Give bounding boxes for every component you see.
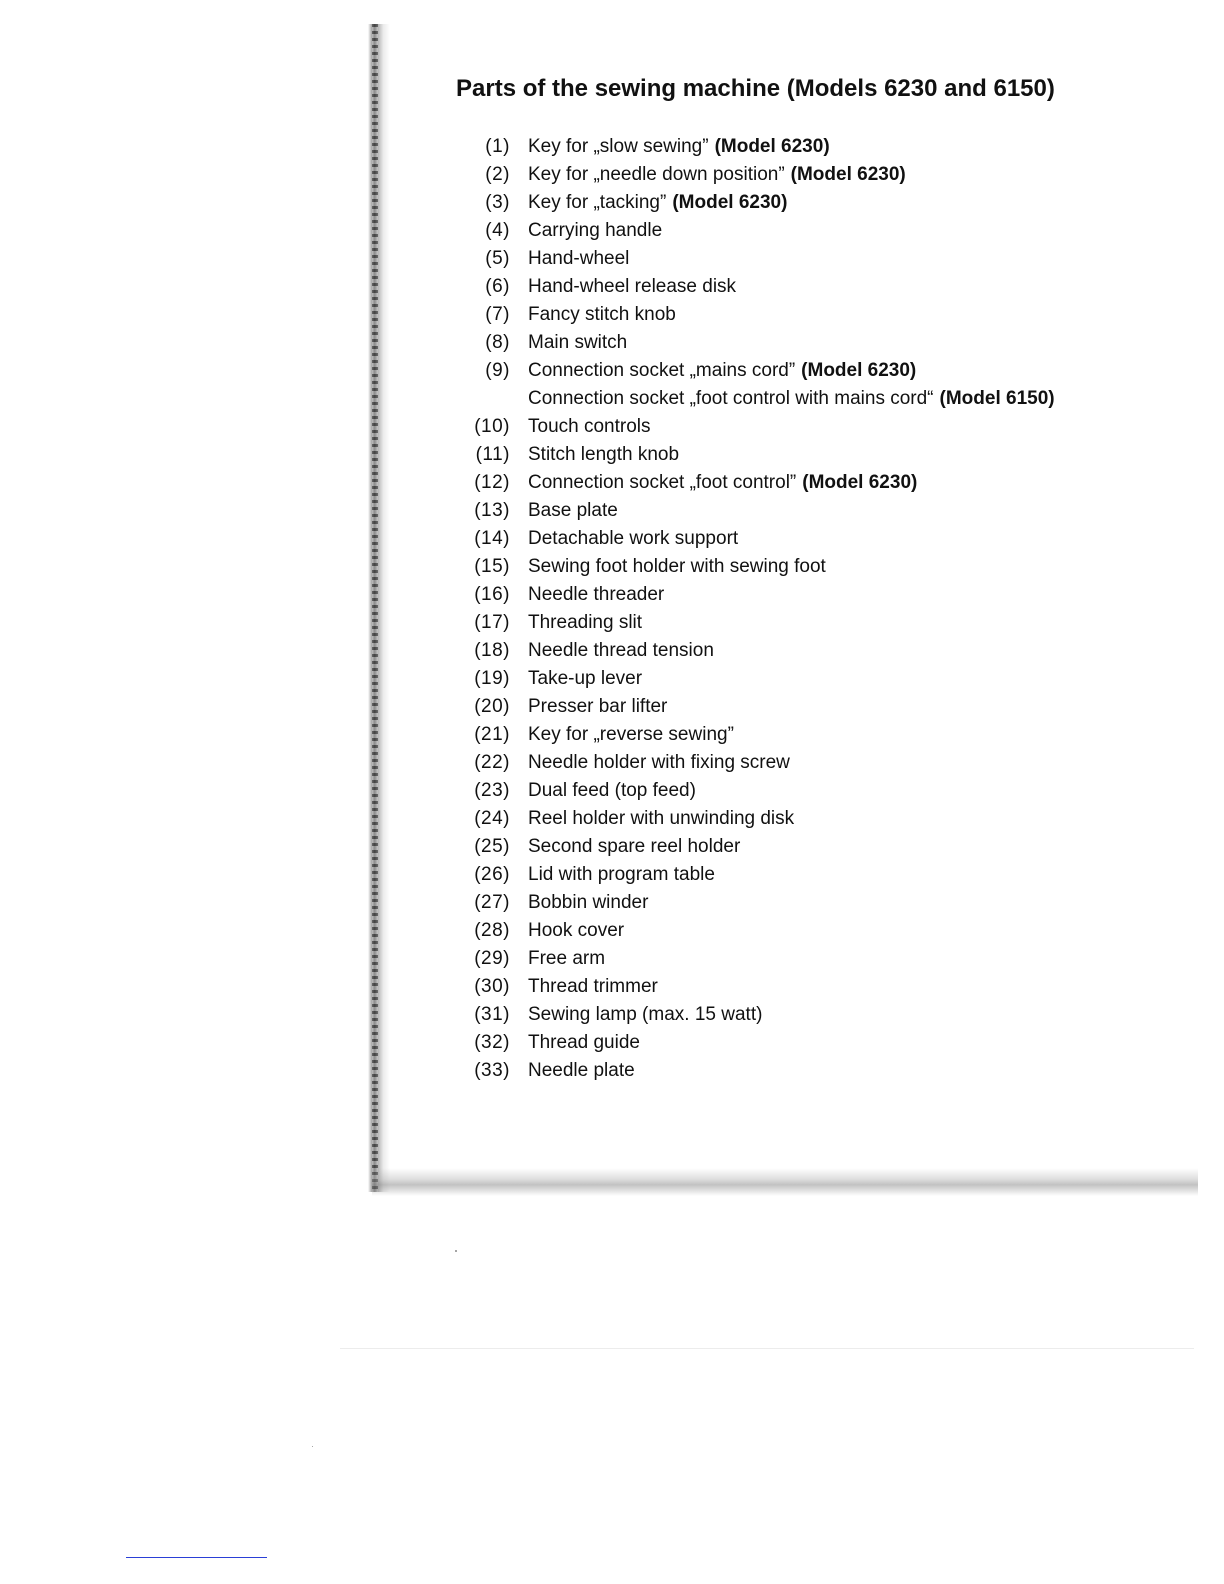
- part-model: (Model 6230): [801, 360, 917, 381]
- part-label: Key for „tacking”: [528, 192, 667, 213]
- part-description: [528, 525, 738, 553]
- part-label: Second spare reel holder: [528, 836, 741, 857]
- part-description: [528, 301, 676, 329]
- list-item: [452, 749, 1055, 777]
- part-number: (6): [485, 276, 510, 297]
- list-item: [452, 189, 1055, 217]
- part-number: (23): [474, 780, 510, 801]
- part-number: (33): [474, 1060, 510, 1081]
- part-number: (18): [474, 640, 510, 661]
- list-item: [452, 889, 1055, 917]
- part-number: (25): [474, 836, 510, 857]
- part-number: (9): [485, 360, 510, 381]
- part-description: [528, 441, 679, 469]
- part-label: Needle holder with fixing screw: [528, 752, 790, 773]
- part-description: [528, 413, 651, 441]
- list-item: [452, 441, 1055, 469]
- scan-faint-line: [340, 1348, 1194, 1349]
- part-description: [528, 553, 826, 581]
- part-number: (2): [485, 164, 510, 185]
- part-description: [528, 581, 664, 609]
- part-label: Connection socket „foot control”: [528, 472, 797, 493]
- part-description: [528, 917, 624, 945]
- part-description: [528, 973, 658, 1001]
- part-label: Carrying handle: [528, 220, 663, 241]
- part-label: Stitch length knob: [528, 444, 680, 465]
- list-item: [452, 469, 1055, 497]
- list-item: [452, 413, 1055, 441]
- part-description: [528, 329, 627, 357]
- part-description: [528, 805, 794, 833]
- part-number: (22): [474, 752, 510, 773]
- part-label: Thread trimmer: [528, 976, 658, 997]
- part-number: (8): [485, 332, 510, 353]
- part-label: Presser bar lifter: [528, 696, 668, 717]
- part-number: [452, 385, 510, 413]
- list-item: [452, 609, 1055, 637]
- part-number: (31): [474, 1004, 510, 1025]
- part-label: Fancy stitch knob: [528, 304, 676, 325]
- part-label: Key for „reverse sewing”: [528, 724, 734, 745]
- part-label: Hand-wheel: [528, 248, 630, 269]
- part-number: (27): [474, 892, 510, 913]
- part-label: Hand-wheel release disk: [528, 276, 737, 297]
- part-number: (30): [474, 976, 510, 997]
- part-number: (3): [485, 192, 510, 213]
- list-item: [452, 525, 1055, 553]
- part-description: [528, 637, 714, 665]
- list-item: [452, 973, 1055, 1001]
- part-description: [528, 1001, 762, 1029]
- part-number: (16): [474, 584, 510, 605]
- part-description: [528, 161, 906, 189]
- list-item: [452, 945, 1055, 973]
- part-number: (26): [474, 864, 510, 885]
- part-label: Free arm: [528, 948, 606, 969]
- scan-binding-edge: [368, 24, 390, 1192]
- part-description: [528, 469, 917, 497]
- part-number: (24): [474, 808, 510, 829]
- list-item: [452, 1001, 1055, 1029]
- part-label: Threading slit: [528, 612, 643, 633]
- part-description: [528, 1057, 635, 1085]
- page-title: Parts of the sewing machine (Models 6230 and 6150): [456, 75, 1055, 102]
- list-item: [452, 637, 1055, 665]
- part-description: [528, 357, 916, 385]
- part-number: (29): [474, 948, 510, 969]
- list-item: [452, 805, 1055, 833]
- list-item: [452, 133, 1055, 161]
- list-item: [452, 161, 1055, 189]
- part-model: (Model 6230): [714, 136, 830, 157]
- list-item: [452, 385, 1055, 413]
- part-label: Sewing foot holder with sewing foot: [528, 556, 826, 577]
- part-description: [528, 245, 629, 273]
- part-label: Main switch: [528, 332, 628, 353]
- list-item: [452, 581, 1055, 609]
- part-description: [528, 217, 662, 245]
- part-description: [528, 777, 696, 805]
- link-underline: [126, 1557, 267, 1558]
- part-description: [528, 273, 736, 301]
- list-item: [452, 777, 1055, 805]
- list-item: [452, 833, 1055, 861]
- part-number: (4): [485, 220, 510, 241]
- part-label: Connection socket „foot control with mains cord“: [528, 388, 934, 409]
- part-label: Reel holder with unwinding disk: [528, 808, 795, 829]
- list-item: [452, 665, 1055, 693]
- parts-list: [452, 133, 1055, 1085]
- part-description: [528, 497, 618, 525]
- part-label: Sewing lamp (max. 15 watt): [528, 1004, 763, 1025]
- part-description: [528, 833, 740, 861]
- list-item: [452, 245, 1055, 273]
- part-number: (14): [474, 528, 510, 549]
- part-number: (7): [485, 304, 510, 325]
- part-description: [528, 861, 715, 889]
- part-number: (1): [485, 136, 510, 157]
- list-item: [452, 301, 1055, 329]
- list-item: [452, 861, 1055, 889]
- part-label: Needle thread tension: [528, 640, 714, 661]
- part-description: [528, 133, 830, 161]
- part-label: Bobbin winder: [528, 892, 649, 913]
- part-number: (28): [474, 920, 510, 941]
- part-description: [528, 189, 787, 217]
- list-item: [452, 357, 1055, 385]
- part-label: Lid with program table: [528, 864, 715, 885]
- part-model: (Model 6230): [790, 164, 906, 185]
- part-number: (13): [474, 500, 510, 521]
- part-label: Thread guide: [528, 1032, 640, 1053]
- list-item: [452, 273, 1055, 301]
- part-description: [528, 945, 605, 973]
- list-item: [452, 329, 1055, 357]
- part-description: [528, 665, 642, 693]
- scan-speck: [455, 1250, 457, 1252]
- list-item: [452, 1029, 1055, 1057]
- part-number: (15): [474, 556, 510, 577]
- part-description: [528, 889, 648, 917]
- list-item: [452, 917, 1055, 945]
- part-model: (Model 6150): [939, 388, 1055, 409]
- part-number: (5): [485, 248, 510, 269]
- list-item: [452, 217, 1055, 245]
- list-item: [452, 553, 1055, 581]
- part-number: (17): [474, 612, 510, 633]
- part-label: Touch controls: [528, 416, 651, 437]
- part-model: (Model 6230): [802, 472, 918, 493]
- part-label: Hook cover: [528, 920, 625, 941]
- part-label: Detachable work support: [528, 528, 739, 549]
- part-label: Base plate: [528, 500, 618, 521]
- part-number: (10): [474, 416, 510, 437]
- scan-bottom-edge: [372, 1168, 1198, 1196]
- scan-speck: [312, 1446, 313, 1447]
- part-number: (20): [474, 696, 510, 717]
- part-label: Key for „slow sewing”: [528, 136, 709, 157]
- part-description: [528, 749, 790, 777]
- part-model: (Model 6230): [672, 192, 788, 213]
- part-number: (32): [474, 1032, 510, 1053]
- part-description: [528, 693, 667, 721]
- part-label: Needle threader: [528, 584, 665, 605]
- list-item: [452, 721, 1055, 749]
- part-label: Connection socket „mains cord”: [528, 360, 796, 381]
- part-description: [528, 721, 734, 749]
- part-description: [528, 385, 1055, 413]
- part-number: (11): [475, 444, 510, 465]
- part-number: (21): [474, 724, 510, 745]
- part-number: (19): [474, 668, 510, 689]
- part-label: Needle plate: [528, 1060, 635, 1081]
- part-number: (12): [474, 472, 510, 493]
- list-item: [452, 497, 1055, 525]
- part-label: Dual feed (top feed): [528, 780, 696, 801]
- part-label: Key for „needle down position”: [528, 164, 785, 185]
- part-label: Take-up lever: [528, 668, 643, 689]
- list-item: [452, 693, 1055, 721]
- part-description: [528, 609, 642, 637]
- list-item: [452, 1057, 1055, 1085]
- part-description: [528, 1029, 640, 1057]
